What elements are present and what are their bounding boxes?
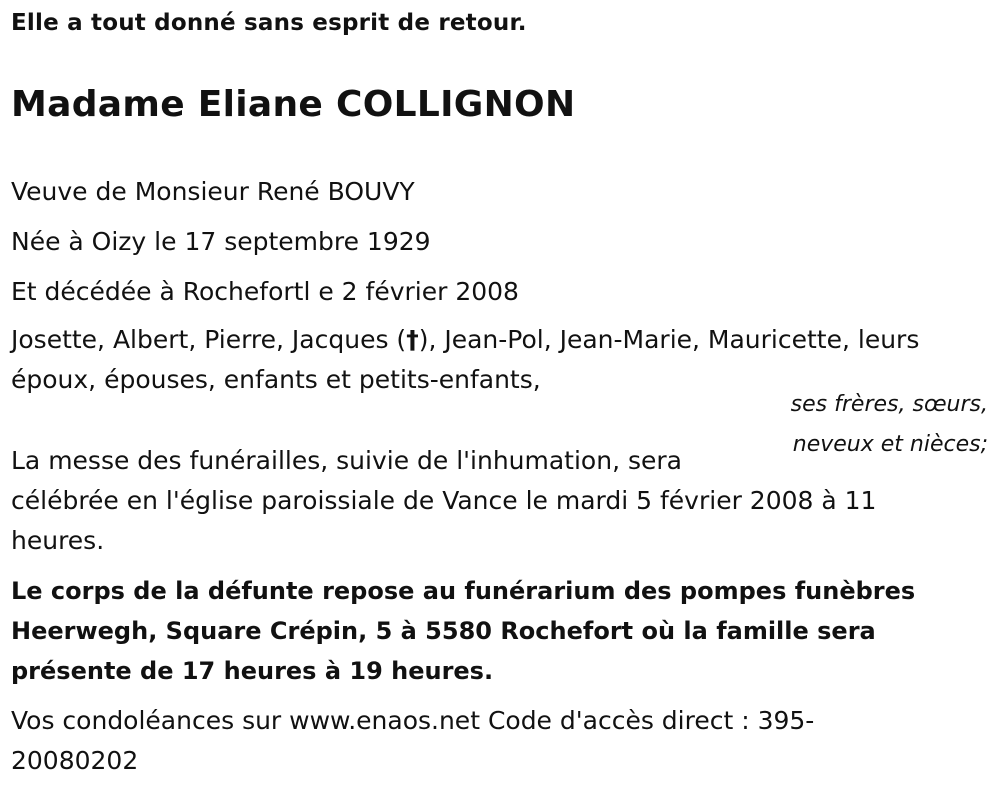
family-text-start: Josette, Albert, Pierre, Jacques (: [11, 325, 407, 354]
funeral-text-rest: célébrée en l'église paroissiale de Vance le mardi 5 février 2008 à 11 heures.: [11, 486, 877, 555]
side-note-siblings: ses frères, sœurs,: [790, 392, 988, 417]
widow-of-text: Veuve de Monsieur René BOUVY: [11, 177, 415, 206]
birth-text: Née à Oizy le 17 septembre 1929: [11, 227, 431, 256]
family-text-end: ), Jean-Pol, Jean-Marie, Mauricette, leurs époux, épouses, enfants et petits-enfants,: [11, 325, 920, 394]
death-text: Et décédée à Rochefortl e 2 février 2008: [11, 277, 519, 306]
deceased-name: Madame Eliane COLLIGNON: [11, 84, 576, 125]
cross-icon: †: [406, 325, 419, 354]
viewing-text: Le corps de la défunte repose au funérarium des pompes funèbres Heerwegh, Square Crépin, 5 à 5580 Rochefort où la famille sera présente de 17 heures à 19 heures.: [11, 577, 916, 685]
condolences-text: Vos condoléances sur www.enaos.net Code d'accès direct : 395-20080202: [11, 706, 815, 775]
funeral-text-first-line: La messe des funérailles, suivie de l'inhumation, sera: [11, 446, 682, 475]
side-note-nephews: neveux et nièces;: [792, 432, 988, 457]
epigraph: Elle a tout donné sans esprit de retour.: [11, 10, 527, 36]
